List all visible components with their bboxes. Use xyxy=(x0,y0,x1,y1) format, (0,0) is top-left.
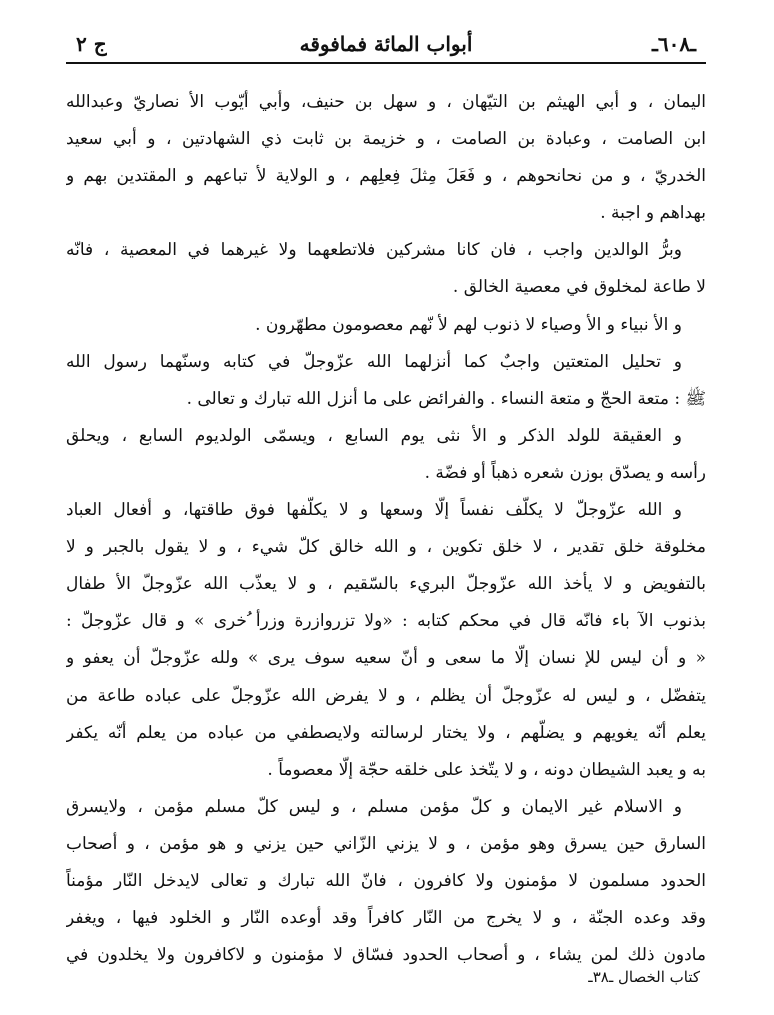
text-line: وقد وعده الجنّة ، و لا يخرج من النّار كافراً وقد أوعده النّار و الخلود فيها ، ويغفر xyxy=(66,908,706,929)
text-line: و تحليل المتعتين واجبٌ كما أنزلهما الله عزّوجلّ في كتابه وسنّهما رسول الله xyxy=(66,351,682,372)
text-line: « و أن ليس للإ نسان إلّا ما سعى و أنّ سعيه سوف يرى » ولله عزّوجلّ أن يعفو و xyxy=(66,648,706,669)
text-line: و الاسلام غير الايمان و كلّ مؤمن مسلم ، و ليس كلّ مسلم مؤمن ، ولايسرق xyxy=(66,796,682,817)
text-line: وبرُّ الوالدين واجب ، فان كانا مشركين فلاتطعهما ولا غيرهما في المعصية ، فانّه xyxy=(66,240,682,261)
text-line: بهداهم و اجبة . xyxy=(600,203,706,224)
text-line: بالتفويض و لا يأخذ الله عزّوجلّ البريء بالسّقيم ، و لا يعذّب الله عزّوجلّ الأ طفال xyxy=(66,574,706,595)
text-line: الحدود مسلمون لا مؤمنون ولا كافرون ، فانّ الله تبارك و تعالى لايدخل النّار مؤمناً xyxy=(66,870,706,891)
page-number: ـ٦٠٨ـ xyxy=(652,32,696,56)
text-line: يتفضّل ، و ليس له عزّوجلّ أن يظلم ، و لا يفرض الله عزّوجلّ على عباده طاعة من xyxy=(66,685,706,706)
page-header xyxy=(70,26,702,62)
book-signature: كتاب الخصال ـ٣٨ـ xyxy=(588,968,700,986)
text-line: ابن الصامت ، وعبادة بن الصامت ، و خزيمة بن ثابت ذي الشهادتين ، و أبي سعيد xyxy=(66,129,706,150)
text-line: الخدريّ ، و من نحانحوهم ، و فَعَلَ مِثلَ فِعلِهم ، و الولاية لأ تباعهم و المقتدين بهم و xyxy=(66,166,706,187)
text-line: و الأ نبياء و الأ وصياء لا ذنوب لهم لأ نّهم معصومون مطهّرون . xyxy=(255,314,682,335)
volume-label: ج ٢ xyxy=(76,32,107,56)
running-title: أبواب المائة فمافوقه xyxy=(299,32,473,56)
text-line: و العقيقة للولد الذكر و الأ نثى يوم السابع ، ويسمّى الولديوم السابع ، ويحلق xyxy=(66,425,682,446)
text-line: مادون ذلك لمن يشاء ، و أصحاب الحدود فسّاق لا مؤمنون و لاكافرون ولا يخلدون في xyxy=(66,945,706,966)
body-text xyxy=(66,84,706,974)
text-line: بذنوب الآ باء فانّه قال في محكم كتابه : «ولا تزروازرة وزرأ ُخرى » و قال عزّوجلّ : xyxy=(66,611,706,632)
text-line: لا طاعة لمخلوق في معصية الخالق . xyxy=(452,277,706,298)
text-line: يعلم أنّه يغويهم و يضلّهم ، ولا يختار لرسالته ولايصطفي من عباده من يعلم أنّه يكفر xyxy=(66,722,706,743)
text-line: اليمان ، و أبي الهيثم بن التيّهان ، و سهل بن حنيف، وأبي أيّوب الأ نصاريّ وعبدالله xyxy=(66,92,706,112)
header-rule xyxy=(66,62,706,64)
text-line: و الله عزّوجلّ لا يكلّف نفساً إلّا وسعها و لا يكلّفها فوق طاقتها، و أفعال العباد xyxy=(66,500,682,521)
text-line: السارق حين يسرق وهو مؤمن ، و لا يزني الزّاني حين يزني و هو مؤمن ، و أصحاب xyxy=(66,833,706,854)
text-line: مخلوقة خلق تقدير ، لا خلق تكوين ، و الله خالق كلّ شيء ، و لا يقول بالجبر و لا xyxy=(66,537,706,558)
text-line: ﷺ : متعة الحجّ و متعة النساء . والفرائض على ما أنزل الله تبارك و تعالى . xyxy=(186,388,706,409)
text-line: رأسه و يصدّق بوزن شعره ذهباً أو فضّة . xyxy=(424,462,706,483)
text-line: به و يعبد الشيطان دونه ، و لا يتّخذ على خلقه حجّة إلّا معصوماً . xyxy=(267,759,706,780)
